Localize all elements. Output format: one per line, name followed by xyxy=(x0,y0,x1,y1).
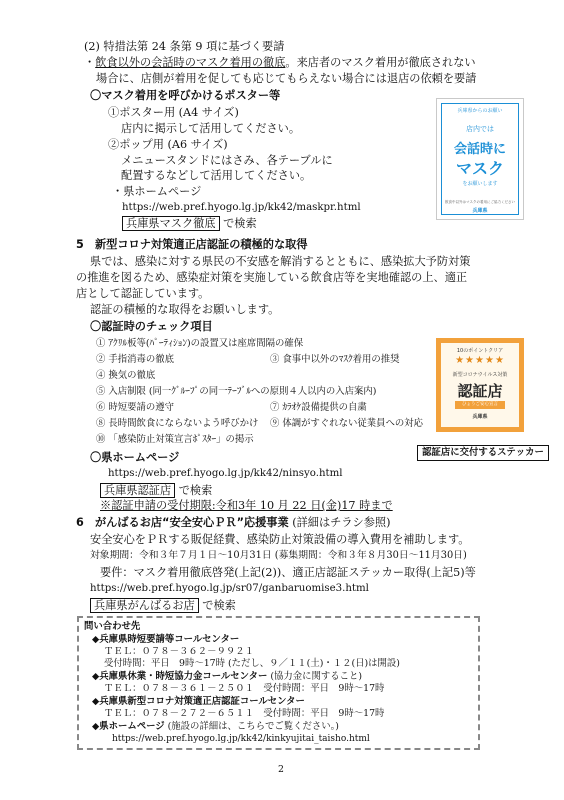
sticker-org-text: 兵庫県 xyxy=(472,414,488,420)
check-heading: 〇認証時のチェック項目 xyxy=(90,320,213,333)
section6-period: 対象期間：令和３年７月１日～10月31日 (募集期間：令和３年８月30日～11月30日) xyxy=(90,550,467,561)
sticker-big-text: 認証店 xyxy=(457,382,503,400)
poster-item2-title: ②ポップ用 (A6 サイズ) xyxy=(108,138,228,151)
poster-bottom-text: をお願いします xyxy=(462,181,498,187)
contact3-name: ◆兵庫県新型コロナ対策適正店認証コールセンター xyxy=(92,696,305,707)
section6-requirements: 要件：マスク着用徹底啓発(上記(2))、適正店認証ステッカー取得(上記5)等 xyxy=(100,566,476,579)
contact4-url-link[interactable]: https://web.pref.hyogo.lg.jp/kk42/kinkyujitai_taisho.html xyxy=(112,734,370,744)
ninsyo-search-row: 兵庫県認証店 で検索 xyxy=(100,483,212,498)
mask-search-term[interactable]: 兵庫県マスク徹底 xyxy=(122,216,220,231)
check-item: ② 手指消毒の徹底 xyxy=(96,354,174,365)
contact3-tel-row: ＴＥＬ：０７８－２７２－６５１１ 受付時間：平日 9時～17時 xyxy=(104,708,385,719)
ninsyo-hp-heading: 〇県ホームページ xyxy=(90,451,180,464)
contact1-tel: ＴＥＬ：０７８－３６２－９９２１ xyxy=(104,646,255,657)
poster-item1-title: ①ポスター用 (A4 サイズ) xyxy=(108,106,239,119)
poster-fine-text: 飲食中以外はマスクの着用にご協力ください xyxy=(445,200,515,204)
check-item: ⑩ 「感染防止対策宣言ﾎﾟｽﾀｰ」の掲示 xyxy=(96,434,254,445)
sticker-caption: 認証店に交付するステッカー xyxy=(417,445,549,461)
sticker-line-text: 新型コロナウイルス対策 xyxy=(452,372,508,378)
poster-item2-desc1: メニュースタンドにはさみ、各テーブルに xyxy=(121,154,333,167)
ganbaru-url-link[interactable]: https://web.pref.hyogo.lg.jp/sr07/ganbaruomise3.html xyxy=(90,583,369,594)
check-item: ④ 換気の徹底 xyxy=(96,370,156,381)
poster-item2-desc2: 配置するなどして活用してください。 xyxy=(121,169,312,182)
mask-url-link[interactable]: https://web.pref.hyogo.lg.jp/kk42/maskpr.html xyxy=(122,202,361,213)
section5-p1-line3: 店として認証しています。 xyxy=(76,287,210,300)
poster-org-text: 兵庫県 xyxy=(472,208,488,214)
poster-sub-text: 店内では xyxy=(466,125,494,133)
check-item: ⑧ 長時間飲食にならないよう呼びかけ xyxy=(96,418,259,429)
section2-line2: 場合に、店側が着用を促しても応じてもらえない場合には退店の依頼を要請 xyxy=(96,72,477,85)
poster-top-text: 兵庫県からのお願い xyxy=(457,108,503,114)
poster-main-text: 会話時に xyxy=(453,142,506,157)
section2-heading: (2) 特措法第 24 条第 9 項に基づく要請 xyxy=(84,40,285,53)
page-number: 2 xyxy=(278,764,284,775)
section5-heading: 5 新型コロナ対策適正店認証の積極的な取得 xyxy=(76,238,308,251)
contact1-name: ◆兵庫県時短要請等コールセンター xyxy=(92,634,240,645)
ninsyo-search-term[interactable]: 兵庫県認証店 xyxy=(100,483,175,498)
contact2-name-row: ◆兵庫県休業・時短協力金コールセンター (協力金に関すること) xyxy=(92,671,363,682)
section6-heading: 6 がんばるお店“安全安心ＰＲ”応援事業 (詳細はチラシ参照) xyxy=(76,516,391,529)
contact4-name-row: ◆県ホームページ (施設の詳細は、こちらでご覧ください。) xyxy=(92,721,339,732)
ganbaru-search-term[interactable]: 兵庫県がんばるお店 xyxy=(90,598,199,613)
poster-heading: 〇マスク着用を呼びかけるポスター等 xyxy=(90,89,281,102)
mask-hp-label: ・県ホームページ xyxy=(112,185,202,198)
contact2-tel-row: ＴＥＬ：０７８－３６１－２５０１ 受付時間：平日 9時～17時 xyxy=(104,683,385,694)
ninsyo-url-link[interactable]: https://web.pref.hyogo.lg.jp/kk42/ninsyo.html xyxy=(108,468,343,479)
section5-p1-line2: の推進を図るため、感染症対策を実施している飲食店等を実地確認の上、適正 xyxy=(76,271,468,284)
contact1-hours: 受付時間：平日 9時～17時 (ただし、９／１１(土)・１２(日)は開設) xyxy=(104,658,400,669)
deadline-note: ※認証申請の受付期限:令和3年 10 月 22 日(金)17 時まで xyxy=(100,499,393,512)
check-item: ⑤ 入店制限 (同一ｸﾞﾙｰﾌﾟの同一ﾃｰﾌﾞﾙへの原則４人以内の入店案内) xyxy=(96,386,377,397)
check-item: ⑥ 時短要請の遵守 xyxy=(96,402,174,413)
check-item: ③ 食事中以外のﾏｽｸ着用の推奨 xyxy=(270,354,400,365)
sticker-ribbon: ひょうご安心宣言 xyxy=(455,401,505,409)
check-item: ① ｱｸﾘﾙ板等(ﾊﾟｰﾃｨｼｮﾝ)の設置又は座席間隔の確保 xyxy=(96,338,304,349)
poster-item1-desc: 店内に掲示して活用してください。 xyxy=(121,122,301,135)
ganbaru-search-row: 兵庫県がんばるお店 で検索 xyxy=(90,598,236,613)
check-item: ⑨ 体調がすぐれない従業員への対応 xyxy=(270,418,423,429)
section5-p2: 認証の積極的な取得をお願いします。 xyxy=(90,303,280,316)
section2-line1: ・飲食以外の会話時のマスク着用の徹底。来店者のマスク着用が徹底されない xyxy=(84,56,476,69)
check-item: ⑦ ｶﾗｵｹ設備提供の自粛 xyxy=(270,402,367,413)
mask-poster-image xyxy=(436,98,524,220)
sticker-stars-icon: ★★★★★ xyxy=(455,355,505,366)
contact-title: 問い合わせ先 xyxy=(84,621,141,632)
mask-search-row: 兵庫県マスク徹底 で検索 xyxy=(122,216,257,231)
certification-sticker-image xyxy=(436,338,524,432)
sticker-top-text: 10のポイントクリア xyxy=(456,348,504,354)
section6-p1: 安全安心をＰＲする販促経費、感染防止対策設備の導入費用を補助します。 xyxy=(90,533,470,546)
poster-big-text: マスク xyxy=(455,159,504,178)
section5-p1-line1: 県では、感染に対する県民の不安感を解消するとともに、感染拡大予防対策 xyxy=(90,255,471,268)
mask-underlined-phrase: 飲食以外の会話時のマスク着用の徹底 xyxy=(95,56,286,69)
